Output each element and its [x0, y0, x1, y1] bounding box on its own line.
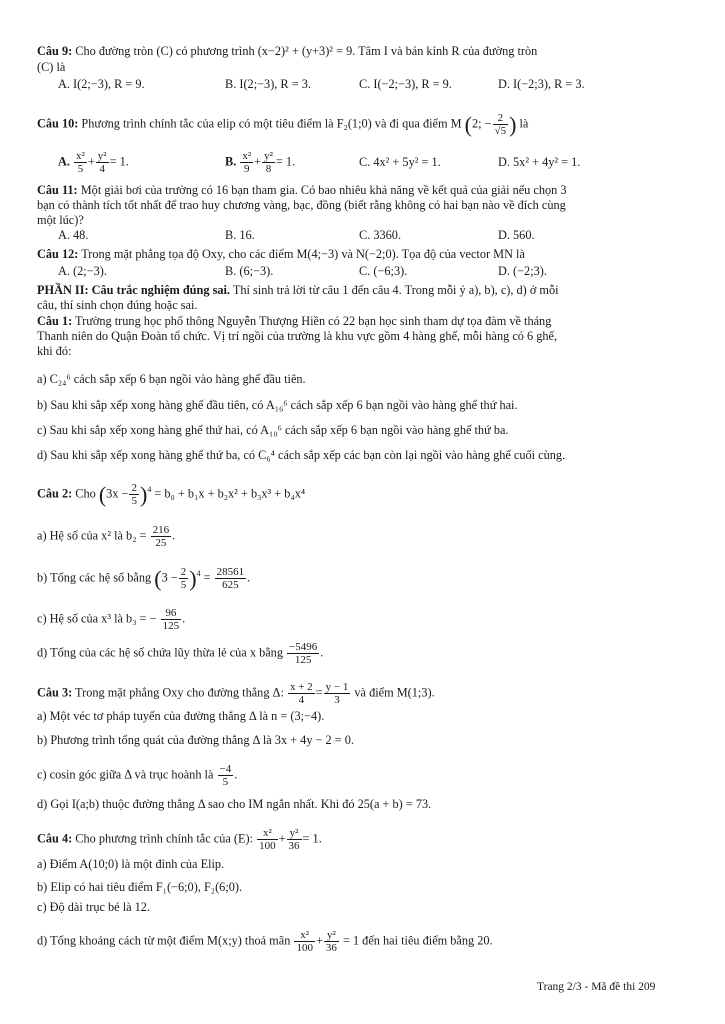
q9-option-b: B. I(2;−3), R = 3. [225, 77, 311, 91]
p3-statement-b: b) Phương trình tổng quát của đường thẳng Δ là 3x + 4y − 2 = 0. [37, 733, 355, 747]
q10-label: Câu 10: [37, 116, 79, 131]
q12-label: Câu 12: [37, 247, 79, 261]
q11-option-b: B. 16. [225, 228, 255, 242]
p1-statement-a: a) C₂₄⁶ cách sắp xếp 6 bạn ngồi vào hàng ghế đầu tiên. [37, 372, 306, 386]
q10-option-a: A. $\frac{\text{x²}}{5}$ + $\frac{\text{y²}}{4}$ = 1. [58, 150, 129, 175]
p1-stem-l2: Thanh niên do Quận Đoàn tổ chức. Vị trí ngồi của trường là khu vực gồm 4 hàng ghế, mỗi hàng có 6 ghế, [37, 329, 558, 343]
part2-heading [37, 283, 559, 298]
p2-statement-d: d) Tổng của các hệ số chứa lũy thừa lẻ của x bằng $\frac{-5496}{125}$ . [37, 641, 324, 666]
p1-text: Trường trung học phổ thông Nguyễn Thượng Hiền có 22 bạn học sinh tham dự tọa đàm về tháng [75, 314, 552, 328]
p1-statement-b: b) Sau khi sắp xếp xong hàng ghế đầu tiên, có A₁₆⁶ cách sắp xếp 6 bạn ngồi vào hàng ghế thứ hai. [37, 398, 518, 412]
q12-text: Trong mặt phẳng tọa độ Oxy, cho các điểm M(4;−3) và N(−2;0). Tọa độ của vector MN là [81, 247, 525, 261]
q12-option-b: B. (6;−3). [225, 264, 274, 278]
q11-label: Câu 11: [37, 183, 78, 197]
q11-option-c: C. 3360. [359, 228, 402, 242]
q12-option-a: A. (2;−3). [58, 264, 107, 278]
p4-statement-d: d) Tổng khoảng cách từ một điểm M(x;y) thoả mãn $\frac{\text{x²}}{100}$ + $\frac{\text{y²}}{36}$ = 1 đến hai tiêu điểm bằng 20. [37, 929, 493, 954]
q10-tail: là [519, 116, 529, 131]
p3-label: Câu 3: [37, 685, 73, 700]
q10-point-frac: $\frac{2}{√5}$ [494, 112, 507, 137]
q9-option-d: D. I(−2;3), R = 3. [498, 77, 585, 91]
part2-text-cont: câu, thí sinh chọn đúng hoặc sai. [37, 298, 198, 312]
p4-label: Câu 4: [37, 831, 73, 846]
p1-label: Câu 1: [37, 314, 73, 328]
p1-statement-c: c) Sau khi sắp xếp xong hàng ghế thứ hai, có A₁₀⁶ cách sắp xếp 6 bạn ngồi vào hàng ghế thứ ba. [37, 423, 509, 437]
q10-option-c: C. 4x² + 5y² = 1. [359, 155, 441, 169]
q11-option-d: D. 560. [498, 228, 535, 242]
p2-statement-b: b) Tổng các hệ số bằng (3 − $\frac{2}{5}$ )$^4$ = $\frac{28561}{625}$ . [37, 566, 251, 591]
p2-statement-a: a) Hệ số của x² là b₂ = $\frac{216}{25}$ . [37, 524, 176, 549]
p3-statement-a: a) Một véc tơ pháp tuyến của đường thẳng Δ là n = (3;−4). [37, 709, 325, 723]
q11-option-a: A. 48. [58, 228, 89, 242]
q10-stem: Câu 10: Phương trình chính tắc của elip có một tiêu điểm là F₂(1;0) và đi qua điểm M (2; − $\frac{2}{√5}$ ) là [37, 112, 529, 137]
q12-stem [37, 247, 525, 262]
p4-statement-c: c) Độ dài trục bé là 12. [37, 900, 151, 914]
q11-stem-l3: một lúc)? [37, 213, 84, 227]
q9-stem-cont: (C) là [37, 60, 66, 74]
q10-text: Phương trình chính tắc của elip có một tiêu điểm là F₂(1;0) và đi qua điểm M [81, 116, 462, 131]
part2-label: PHẦN II: Câu trắc nghiệm đúng sai. [37, 283, 231, 297]
q9-option-c: C. I(−2;−3), R = 9. [359, 77, 452, 91]
q9-label: Câu 9: [37, 44, 73, 58]
q9-option-a: A. I(2;−3), R = 9. [58, 77, 145, 91]
p1-statement-d: d) Sau khi sắp xếp xong hàng ghế thứ ba, có C₆⁴ cách sắp xếp các bạn còn lại ngồi vào hàng ghế cuối cùng. [37, 448, 566, 462]
p3-statement-d: d) Gọi I(a;b) thuộc đường thẳng Δ sao cho IM ngắn nhất. Khi đó 25(a + b) = 73. [37, 797, 432, 811]
q12-option-d: D. (−2;3). [498, 264, 547, 278]
p3-statement-c: c) cosin góc giữa Δ và trục hoành là $\frac{-4}{5}$ . [37, 763, 238, 788]
p4-statement-b: b) Elip có hai tiêu điểm F₁(−6;0), F₂(6;0). [37, 880, 243, 894]
q10-point: 2; − [471, 116, 492, 131]
q10-option-b: B. $\frac{\text{x²}}{9}$ + $\frac{\text{y²}}{8}$ = 1. [225, 150, 296, 175]
q11-stem [37, 183, 567, 198]
p4-statement-a: a) Điểm A(10;0) là một đỉnh của Elip. [37, 857, 225, 871]
q11-stem-l2: bạn có thành tích tốt nhất để trao huy chương vàng, bạc, đồng (biết rằng không có hai bạn nào về đích cùng [37, 198, 566, 212]
p1-stem-l3: khi đó: [37, 344, 72, 358]
q10-option-d: D. 5x² + 4y² = 1. [498, 155, 581, 169]
p4-stem: Câu 4: Cho phương trình chính tắc của (E): $\frac{\text{x²}}{100}$ + $\frac{\text{y²}}{36}$ = 1. [37, 827, 322, 852]
p3-stem: Câu 3: Trong mặt phẳng Oxy cho đường thẳng Δ: $\frac{x + 2}{4}$ = $\frac{y - 1}{3}$ và điểm M(1;3). [37, 681, 435, 706]
p2-label: Câu 2: [37, 486, 73, 501]
q9-text: Cho đường tròn (C) có phương trình (x−2)² + (y+3)² = 9. Tâm I và bán kính R của đường tròn [75, 44, 538, 58]
part2-text: Thí sinh trả lời từ câu 1 đến câu 4. Trong mỗi ý a), b), c), d) ở mỗi [232, 283, 559, 297]
p2-stem: Câu 2: Cho (3x − $\frac{2}{5}$ )$^4$ = b₀ + b₁x + b₂x² + b₃x³ + b₄x⁴ [37, 482, 306, 507]
p2-statement-c: c) Hệ số của x³ là b₃ = − $\frac{96}{125}$ . [37, 607, 186, 632]
page-footer: Trang 2/3 - Mã đề thi 209 [537, 981, 656, 993]
q9-stem [37, 44, 537, 59]
q11-text: Một giải bơi của trường có 16 bạn tham gia. Có bao nhiêu khả năng về kết quả của giải nếu chọn 3 [80, 183, 567, 197]
q12-option-c: C. (−6;3). [359, 264, 408, 278]
p1-stem [37, 314, 551, 329]
